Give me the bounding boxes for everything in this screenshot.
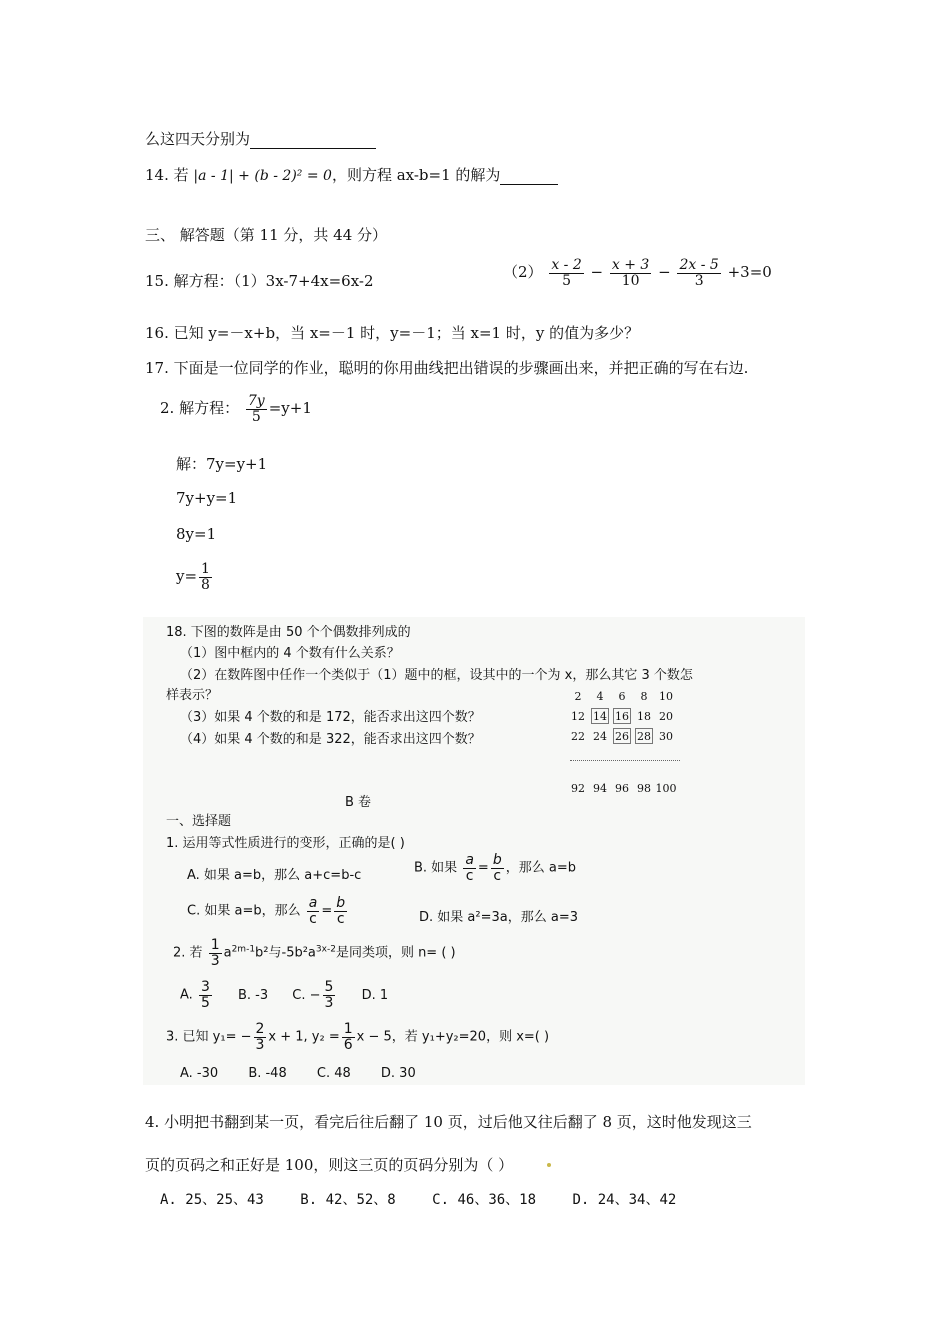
stray-dot xyxy=(547,1163,551,1167)
q4-line1: 4. 小明把书翻到某一页，看完后往后翻了 10 页，过后他又往后翻了 8 页，这时他发现这三 xyxy=(145,1113,752,1131)
b-q3-options: A. -30 B. -48 C. 48 D. 30 xyxy=(180,1066,416,1081)
homework-step: y= $\frac{1}{8}$ xyxy=(176,561,210,593)
homework-step: 解：7y=y+1 xyxy=(176,455,268,473)
b-q1-option-b: B. 如果 $\frac{a}{c}$ = $\frac{b}{c}$ ，那么 a=b xyxy=(414,852,576,884)
b-q1-option-c: C. 如果 a=b，那么 $\frac{a}{c}$ = $\frac{b}{c}$ xyxy=(187,895,346,927)
q4-line2: 页的页码之和正好是 100，则这三页的页码分别为（ ） xyxy=(145,1156,514,1174)
fraction: $\frac{2x - 5}{3}$ xyxy=(679,257,719,289)
b-q3: 3. 已知 y₁= − $\frac{2}{3}$ x + 1, y₂ = $\frac{1}{6}$ x − 5，若 y₁+y₂=20，则 x=( ) xyxy=(166,1021,550,1053)
q14-equation: |a - 1| + (b - 2)² = 0 xyxy=(193,168,332,184)
q18-line: （2）在数阵图中任作一个类似于（1）题中的框，设其中的一个为 x，那么其它 3 个数怎 xyxy=(180,668,693,683)
q14: 14. 若 |a - 1| + (b - 2)² = 0，则方程 ax-b=1 的解为 xyxy=(145,164,558,185)
b-q1-option-d: D. 如果 a²=3a，那么 a=3 xyxy=(419,910,578,925)
homework-step: 8y=1 xyxy=(176,525,217,543)
part-b-title: B 卷 xyxy=(345,795,372,810)
b-q2: 2. 若 $\frac{1}{3}$ $a^{2m-1}b^2$与$-5b^2a^{3x-2}$是同类项，则 n= ( ) xyxy=(173,937,456,969)
ellipsis-divider xyxy=(570,760,680,761)
q13-tail: 么这四天分别为 xyxy=(145,128,376,149)
q17: 17. 下面是一位同学的作业，聪明的你用曲线把出错误的步骤画出来，并把正确的写在右边. xyxy=(145,359,749,377)
b-q1: 1. 运用等式性质进行的变形，正确的是( ) xyxy=(166,836,405,851)
q16: 16. 已知 y=－x+b，当 x=－1 时，y=－1；当 x=1 时，y 的值为多少？ xyxy=(145,324,640,342)
q18-line: （1）图中框内的 4 个数有什么关系？ xyxy=(180,646,400,661)
fraction: $\frac{x + 3}{10}$ xyxy=(611,257,650,289)
fraction: $\frac{1}{8}$ xyxy=(201,561,210,593)
answer-blank[interactable] xyxy=(250,148,376,149)
table-row: 2 4 6 8 10 xyxy=(574,689,673,703)
b-q1-option-a: A. 如果 a=b，那么 a+c=b-c xyxy=(187,868,362,883)
part-b-section: 一、选择题 xyxy=(166,814,232,829)
q15-part2: （2） $\frac{x - 2}{5}$ − $\frac{x + 3}{10}$ − $\frac{2x - 5}{3}$ +3=0 xyxy=(503,257,772,289)
q18-line: （3）如果 4 个数的和是 172，能否求出这四个数？ xyxy=(180,710,481,725)
q18-line: 18. 下图的数阵是由 50 个个偶数排列成的 xyxy=(166,625,411,640)
b-q2-options: A. $\frac{3}{5}$ B. -3 C. − $\frac{5}{3}$ D. 1 xyxy=(180,979,389,1011)
fraction: $\frac{x - 2}{5}$ xyxy=(551,257,582,289)
fraction: $\frac{7y}{5}$ xyxy=(247,393,265,425)
q18-line: 样表示？ xyxy=(166,688,219,703)
homework-step: 7y+y=1 xyxy=(176,489,238,507)
number-array-last-row xyxy=(567,778,677,798)
q18-line: （4）如果 4 个数的和是 322，能否求出这四个数？ xyxy=(180,732,481,747)
table-row: 22 24 26 28 30 xyxy=(567,726,677,746)
scanned-image-block xyxy=(143,617,805,1085)
section-3-heading: 三、 解答题（第 11 分，共 44 分） xyxy=(145,226,388,244)
table-row: 12 14 16 18 20 xyxy=(567,706,677,726)
q4-options: A. 25、25、43 B. 42、52、8 C. 46、36、18 D. 24、34、42 xyxy=(160,1192,677,1208)
q15-part1: 15. 解方程：（1）3x-7+4x=6x-2 xyxy=(145,272,374,290)
number-array xyxy=(567,686,677,746)
table-row: 92 94 96 98 100 xyxy=(571,781,677,795)
homework-title: 2. 解方程： $\frac{7y}{5}$ =y+1 xyxy=(160,393,312,425)
answer-blank[interactable] xyxy=(500,184,558,185)
